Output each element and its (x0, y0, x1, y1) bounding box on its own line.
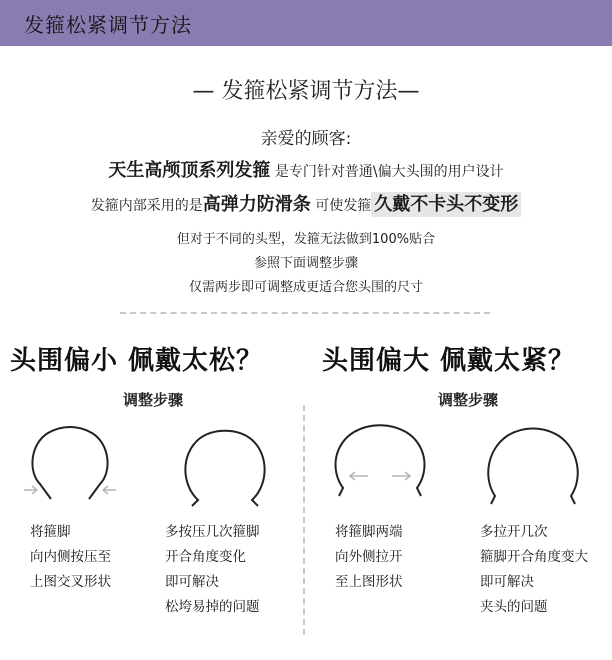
right-section-title: 头围偏大 佩戴太紧？ (322, 346, 576, 376)
top-banner (0, 0, 612, 46)
left-step2-line: 即可解决 (165, 574, 219, 590)
greeting: 亲爱的顾客: (260, 129, 352, 149)
intro-line-1 (0, 156, 612, 182)
left-step2-headband-illustration (175, 410, 275, 510)
intro-line-5: 仅需两步即可调整成更适合您头围的尺寸 (188, 280, 423, 295)
intro-line-3: 但对于不同的头型，发箍无法做到100%贴合 (176, 232, 436, 247)
right-step2-text (480, 520, 588, 620)
feature-strip: 高弹力防滑条 (202, 194, 311, 215)
left-step1-line: 将箍脚 (30, 524, 71, 540)
column-divider (303, 405, 305, 635)
right-step1-line: 将箍脚两端 (335, 524, 403, 540)
left-step1-line: 上图交叉形状 (30, 574, 111, 590)
page-heading: — 发箍松紧调节方法— (192, 79, 420, 104)
intro-line-1-rest: 是专门针对普通\偏大头围的用户设计 (274, 164, 504, 180)
intro-line-2 (0, 190, 612, 216)
left-step2-line: 松垮易掉的问题 (165, 599, 260, 615)
right-step2-line: 即可解决 (480, 574, 534, 590)
right-step2-line: 多拉开几次 (480, 524, 548, 540)
left-step1-headband-crossed-illustration (20, 410, 120, 510)
section-divider (120, 312, 490, 314)
left-step2-line: 开合角度变化 (165, 549, 246, 565)
left-steps-title: 调整步骤 (122, 391, 183, 409)
right-step1-line: 向外侧拉开 (335, 549, 403, 565)
intro-line-4: 参照下面调整步骤 (253, 256, 358, 271)
banner-title: 发箍松紧调节方法 (24, 13, 192, 37)
product-series-name: 天生高颅顶系列发箍 (108, 160, 271, 181)
left-step1-line: 向内侧按压至 (30, 549, 111, 565)
left-step2-line: 多按压几次箍脚 (165, 524, 260, 540)
right-step2-line: 夹头的问题 (480, 599, 548, 615)
outward-arrow-right-icon (392, 472, 410, 480)
inward-arrow-right-icon (103, 486, 116, 494)
inward-arrow-left-icon (24, 486, 37, 494)
right-step1-headband-spread-illustration (330, 410, 430, 510)
feature-highlight: 久戴不卡头不变形 (371, 192, 521, 217)
right-steps-title: 调整步骤 (437, 391, 498, 409)
right-step2-line: 箍脚开合角度变大 (480, 549, 588, 565)
left-step1-text (30, 520, 111, 595)
intro-line-2-mid: 可使发箍 (315, 198, 372, 214)
right-step2-headband-illustration (483, 410, 583, 510)
right-step1-text (335, 520, 403, 595)
left-section-title: 头围偏小 佩戴太松？ (10, 346, 264, 376)
left-step2-text (165, 520, 260, 620)
intro-line-2-pre: 发箍内部采用的是 (90, 198, 203, 214)
right-step1-line: 至上图形状 (335, 574, 403, 590)
outward-arrow-left-icon (350, 472, 368, 480)
